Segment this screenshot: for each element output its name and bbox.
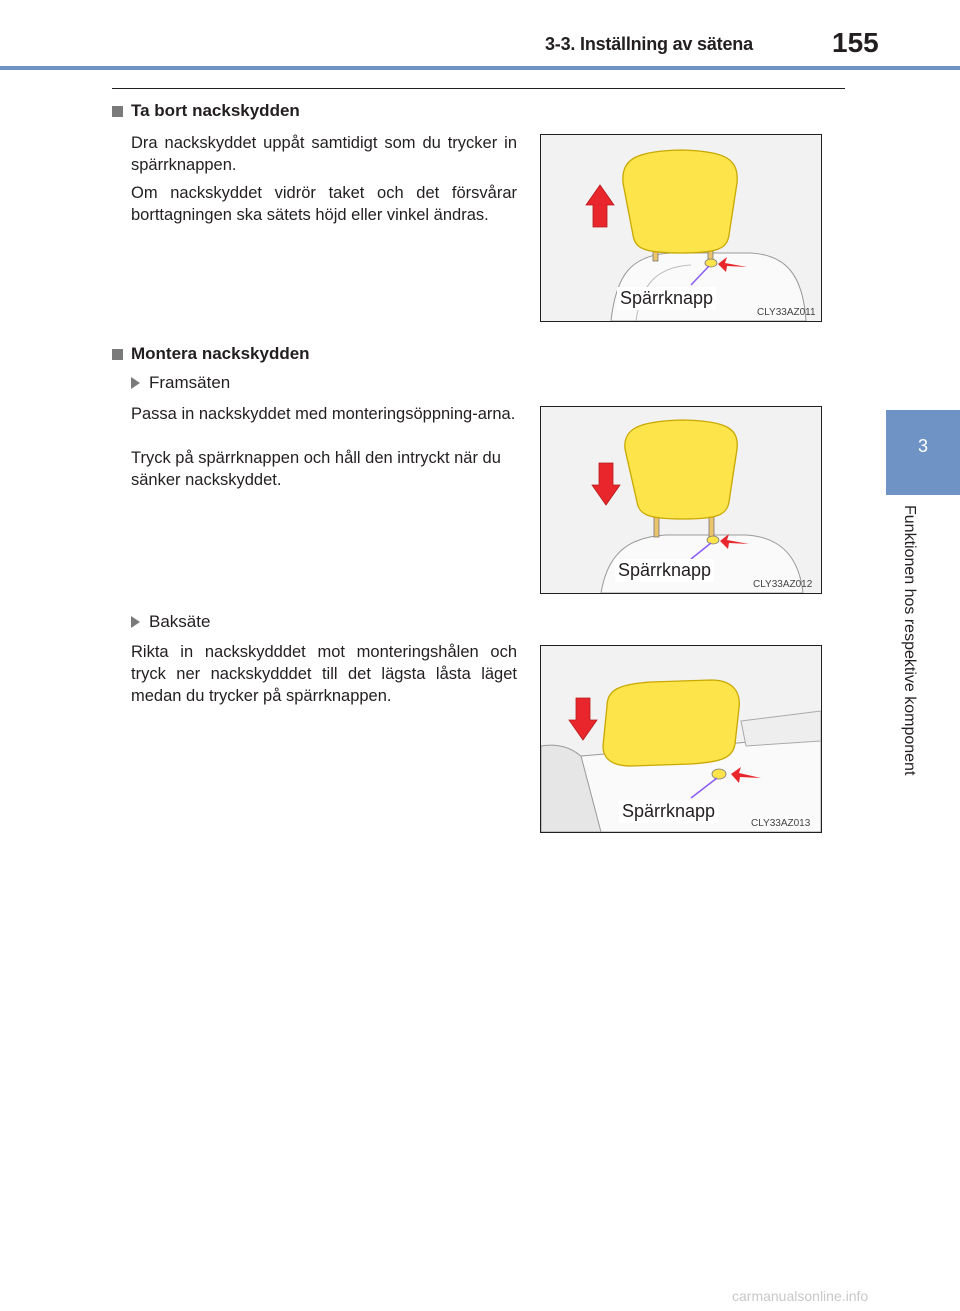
chapter-tab-number: 3 bbox=[917, 436, 928, 456]
figure-code: CLY33AZ011 bbox=[757, 307, 816, 318]
paragraph: Passa in nackskyddet med monteringsöppning-arna. bbox=[131, 405, 516, 423]
square-bullet-icon bbox=[112, 349, 123, 360]
paragraph: Rikta in nackskydddet mot monteringshålen och tryck ner nackskydddet till det lägsta låsta läget medan du trycker på spärrknappen. bbox=[131, 643, 517, 705]
subheading-text: Framsäten bbox=[149, 373, 231, 392]
section-heading-text: Ta bort nackskydden bbox=[131, 101, 300, 120]
header-rule bbox=[112, 88, 845, 89]
chapter-caption-text: Funktionen hos respektive komponent bbox=[901, 505, 918, 776]
callout-label: Spärrknapp bbox=[615, 559, 714, 582]
section-heading-install bbox=[112, 344, 310, 364]
callout-label: Spärrknapp bbox=[617, 287, 716, 310]
section-heading-remove bbox=[112, 101, 300, 121]
subheading-rear bbox=[131, 612, 210, 632]
paragraph: Om nackskyddet vidrör taket och det försvårar borttagningen ska sätets höjd eller vinkel ändras. bbox=[131, 184, 517, 224]
header-accent-bar bbox=[0, 66, 960, 70]
figure-front-headrest bbox=[540, 406, 822, 594]
figure-code: CLY33AZ013 bbox=[751, 818, 811, 829]
paragraph: Tryck på spärrknappen och håll den intryckt när du sänker nackskyddet. bbox=[131, 449, 501, 489]
callout-label: Spärrknapp bbox=[619, 800, 718, 823]
paragraph: Dra nackskyddet uppåt samtidigt som du trycker in spärrknappen. bbox=[131, 134, 517, 174]
chapter-caption bbox=[898, 505, 928, 835]
page-number: 155 bbox=[832, 27, 879, 58]
chapter-title: 3-3. Inställning av sätena bbox=[545, 34, 753, 54]
triangle-bullet-icon bbox=[131, 377, 140, 389]
figure-code: CLY33AZ012 bbox=[753, 579, 813, 590]
subheading-front bbox=[131, 373, 230, 393]
subheading-text: Baksäte bbox=[149, 612, 211, 631]
figure-rear-headrest bbox=[540, 645, 822, 833]
square-bullet-icon bbox=[112, 106, 123, 117]
section-heading-text: Montera nackskydden bbox=[131, 344, 310, 363]
watermark: carmanualsonline.info bbox=[732, 1288, 869, 1304]
chapter-tab[interactable] bbox=[886, 410, 960, 495]
figure-remove-headrest bbox=[540, 134, 822, 322]
triangle-bullet-icon bbox=[131, 616, 140, 628]
